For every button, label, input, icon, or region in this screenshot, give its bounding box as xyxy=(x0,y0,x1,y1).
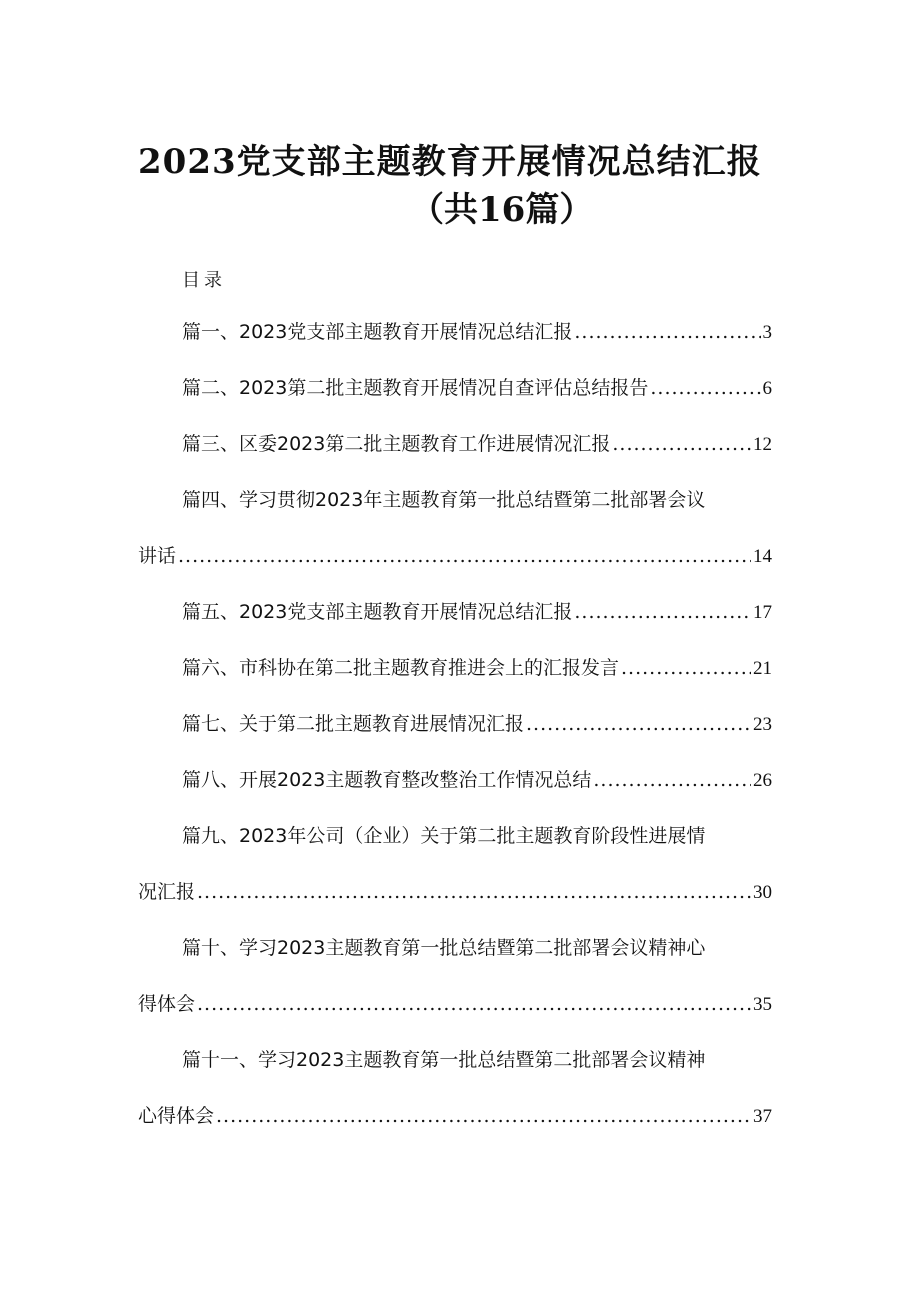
toc-entry-4[interactable] xyxy=(182,486,772,514)
document-subtitle: （共16篇） xyxy=(410,190,594,230)
toc-entry-title-cont: 讲话 xyxy=(138,545,177,567)
toc-page-number: 35 xyxy=(753,994,772,1015)
toc-page-number: 17 xyxy=(753,602,772,623)
toc-entry-title: 篇十一、学习2023主题教育第一批总结暨第二批部署会议精神 xyxy=(182,1049,706,1071)
toc-entry-title-cont: 得体会 xyxy=(138,993,196,1015)
toc-entry-10-cont[interactable] xyxy=(138,990,772,1018)
toc-entry-8[interactable] xyxy=(182,766,772,794)
toc-entry-title: 篇五、2023党支部主题教育开展情况总结汇报 xyxy=(182,601,573,623)
toc-page-number: 6 xyxy=(762,378,772,399)
toc-entry-title: 篇八、开展2023主题教育整改整治工作情况总结 xyxy=(182,769,592,791)
toc-entry-9[interactable] xyxy=(182,822,772,850)
toc-entry-title: 篇十、学习2023主题教育第一批总结暨第二批部署会议精神心 xyxy=(182,937,706,959)
toc-entry-title: 篇六、市科协在第二批主题教育推进会上的汇报发言 xyxy=(182,657,620,679)
toc-leader-dots xyxy=(650,374,760,402)
toc-entry-2[interactable] xyxy=(182,374,772,402)
toc-page-number: 37 xyxy=(753,1106,772,1127)
toc-entry-3[interactable] xyxy=(182,430,772,458)
toc-entry-9-cont[interactable] xyxy=(138,878,772,906)
toc-leader-dots xyxy=(526,710,751,738)
toc-leader-dots xyxy=(621,654,751,682)
toc-leader-dots xyxy=(574,598,751,626)
toc-leader-dots xyxy=(593,766,751,794)
toc-leader-dots xyxy=(574,318,760,346)
toc-heading: 目录 xyxy=(182,270,226,291)
toc-entry-title-cont: 况汇报 xyxy=(138,881,196,903)
toc-entry-1[interactable] xyxy=(182,318,772,346)
toc-page-number: 14 xyxy=(753,546,772,567)
toc-entry-10[interactable] xyxy=(182,934,772,962)
toc-entry-title: 篇四、学习贯彻2023年主题教育第一批总结暨第二批部署会议 xyxy=(182,489,706,511)
toc-entry-title: 篇一、2023党支部主题教育开展情况总结汇报 xyxy=(182,321,573,343)
toc-entry-11[interactable] xyxy=(182,1046,772,1074)
toc-page-number: 23 xyxy=(753,714,772,735)
toc-entry-4-cont[interactable] xyxy=(138,542,772,570)
toc-entry-5[interactable] xyxy=(182,598,772,626)
document-title: 2023党支部主题教育开展情况总结汇报 xyxy=(138,142,762,182)
toc-leader-dots xyxy=(178,542,751,570)
toc-page-number: 30 xyxy=(753,882,772,903)
toc-entry-6[interactable] xyxy=(182,654,772,682)
toc-leader-dots xyxy=(197,990,751,1018)
toc-page-number: 26 xyxy=(753,770,772,791)
toc-entry-11-cont[interactable] xyxy=(138,1102,772,1130)
toc-entry-title: 篇二、2023第二批主题教育开展情况自查评估总结报告 xyxy=(182,377,649,399)
toc-entry-title: 篇三、区委2023第二批主题教育工作进展情况汇报 xyxy=(182,433,611,455)
toc-entry-title: 篇七、关于第二批主题教育进展情况汇报 xyxy=(182,713,525,735)
toc-entry-title-cont: 心得体会 xyxy=(138,1105,215,1127)
toc-leader-dots xyxy=(216,1102,751,1130)
toc-leader-dots xyxy=(612,430,751,458)
toc-leader-dots xyxy=(197,878,751,906)
toc-entry-title: 篇九、2023年公司（企业）关于第二批主题教育阶段性进展情 xyxy=(182,825,706,847)
toc-page-number: 3 xyxy=(762,322,772,343)
toc-page-number: 12 xyxy=(753,434,772,455)
toc-entry-7[interactable] xyxy=(182,710,772,738)
toc-page-number: 21 xyxy=(753,658,772,679)
